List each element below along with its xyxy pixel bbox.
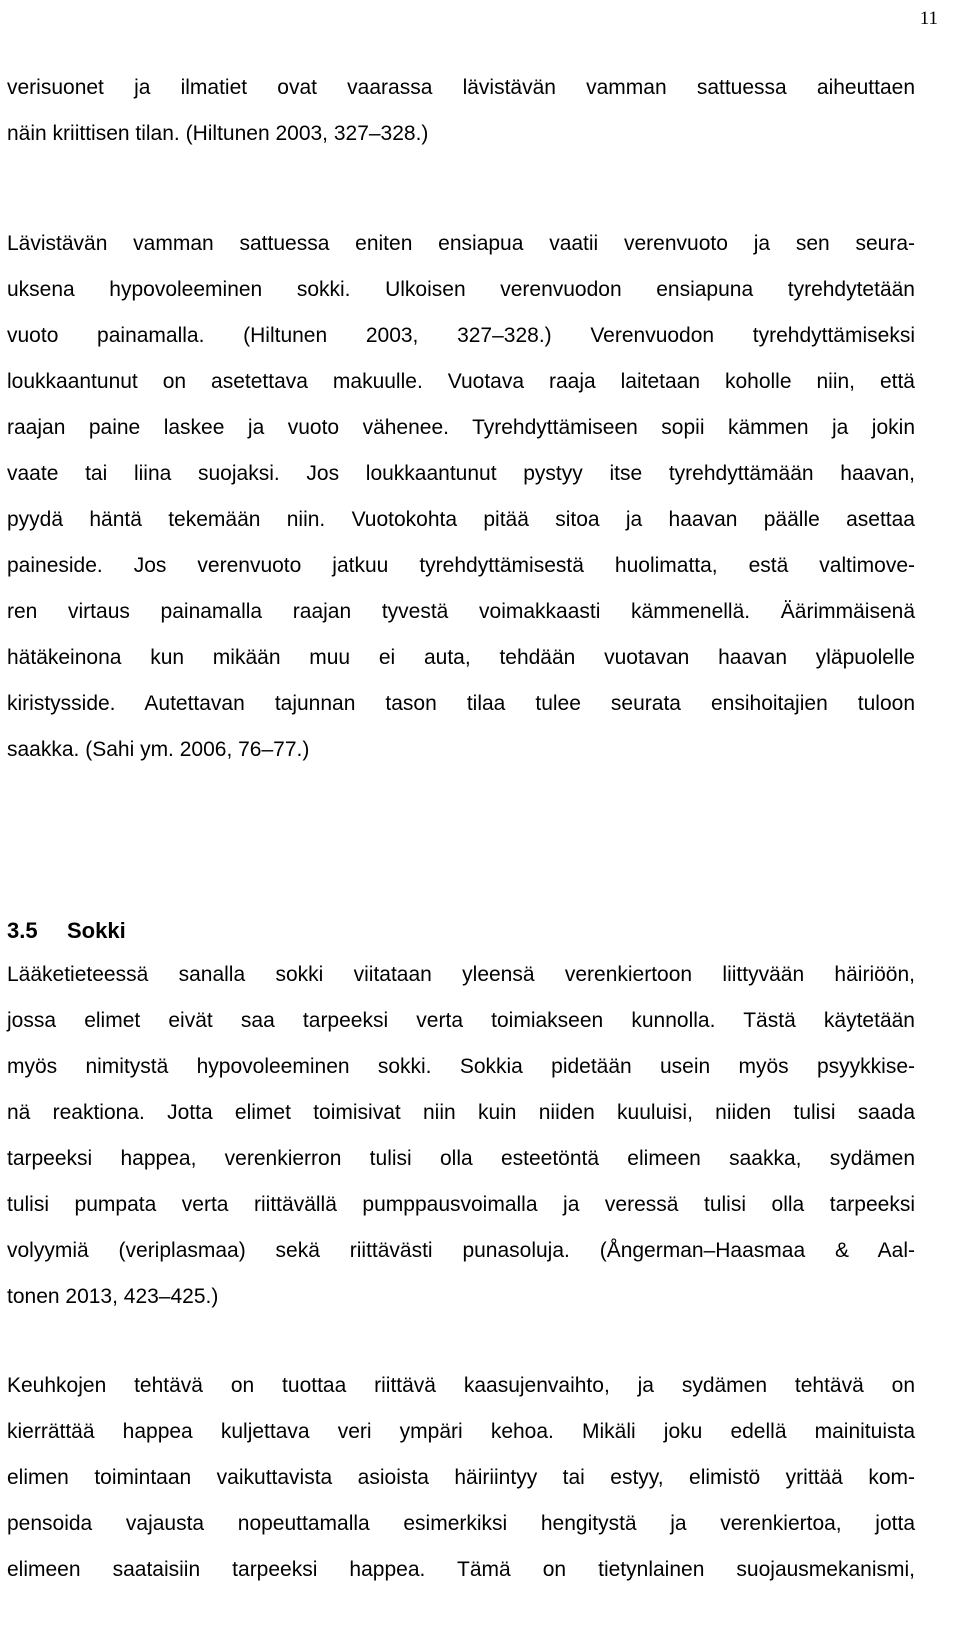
section-heading [7,918,126,944]
paragraph-3 [7,952,915,1320]
text-line: jossa elimet eivät saa tarpeeksi verta toimiakseen kunnolla. Tästä käytetään [7,1009,915,1032]
text-line: paineside. Jos verenvuoto jatkuu tyrehdyttämisestä huolimatta, estä valtimove- [7,554,915,577]
text-line: elimen toimintaan vaikuttavista asioista häiriintyy tai estyy, elimistö yrittää kom- [7,1466,915,1489]
page-number: 11 [919,8,938,29]
section-number: 3.5 [7,918,38,943]
text-line: tarpeeksi happea, verenkierron tulisi olla esteetöntä elimeen saakka, sydämen [7,1147,915,1170]
text-line: raajan paine laskee ja vuoto vähenee. Tyrehdyttämiseen sopii kämmen ja jokin [7,416,915,439]
text-line: verisuonet ja ilmatiet ovat vaarassa lävistävän vamman sattuessa aiheuttaen [7,76,915,99]
paragraph-1 [7,65,915,157]
text-line: kiristysside. Autettavan tajunnan tason tilaa tulee seurata ensihoitajien tuloon [7,692,915,715]
text-line: hätäkeinona kun mikään muu ei auta, tehdään vuotavan haavan yläpuolelle [7,646,915,669]
text-line: saakka. (Sahi ym. 2006, 76–77.) [7,738,310,761]
text-line: pensoida vajausta nopeuttamalla esimerkiksi hengitystä ja verenkiertoa, jotta [7,1512,915,1535]
text-line: loukkaantunut on asetettava makuulle. Vuotava raaja laitetaan koholle niin, että [7,370,915,393]
text-line: tonen 2013, 423–425.) [7,1285,219,1308]
text-line: nä reaktiona. Jotta elimet toimisivat niin kuin niiden kuuluisi, niiden tulisi saada [7,1101,915,1124]
text-line: ren virtaus painamalla raajan tyvestä voimakkaasti kämmenellä. Äärimmäisenä [7,600,915,623]
section-title: Sokki [67,918,126,943]
text-line: näin kriittisen tilan. (Hiltunen 2003, 327–328.) [7,122,429,145]
text-line: Keuhkojen tehtävä on tuottaa riittävä kaasujenvaihto, ja sydämen tehtävä on [7,1374,915,1397]
text-line: tulisi pumpata verta riittävällä pumppausvoimalla ja veressä tulisi olla tarpeeksi [7,1193,915,1216]
paragraph-2 [7,221,915,773]
paragraph-4 [7,1363,915,1593]
text-line: Lävistävän vamman sattuessa eniten ensiapua vaatii verenvuoto ja sen seura- [7,232,915,255]
text-line: Lääketieteessä sanalla sokki viitataan yleensä verenkiertoon liittyvään häiriöön, [7,963,915,986]
text-line: pyydä häntä tekemään niin. Vuotokohta pitää sitoa ja haavan päälle asettaa [7,508,915,531]
text-line: volyymiä (veriplasmaa) sekä riittävästi punasoluja. (Ångerman–Haasmaa & Aal- [7,1239,915,1262]
text-line: myös nimitystä hypovoleeminen sokki. Sokkia pidetään usein myös psyykkise- [7,1055,915,1078]
text-line: vaate tai liina suojaksi. Jos loukkaantunut pystyy itse tyrehdyttämään haavan, [7,462,915,485]
text-line: elimeen saataisiin tarpeeksi happea. Tämä on tietynlainen suojausmekanismi, [7,1558,915,1581]
text-line: kierrättää happea kuljettava veri ympäri kehoa. Mikäli joku edellä mainituista [7,1420,915,1443]
text-line: vuoto painamalla. (Hiltunen 2003, 327–328.) Verenvuodon tyrehdyttämiseksi [7,324,915,347]
text-line: uksena hypovoleeminen sokki. Ulkoisen verenvuodon ensiapuna tyrehdytetään [7,278,915,301]
